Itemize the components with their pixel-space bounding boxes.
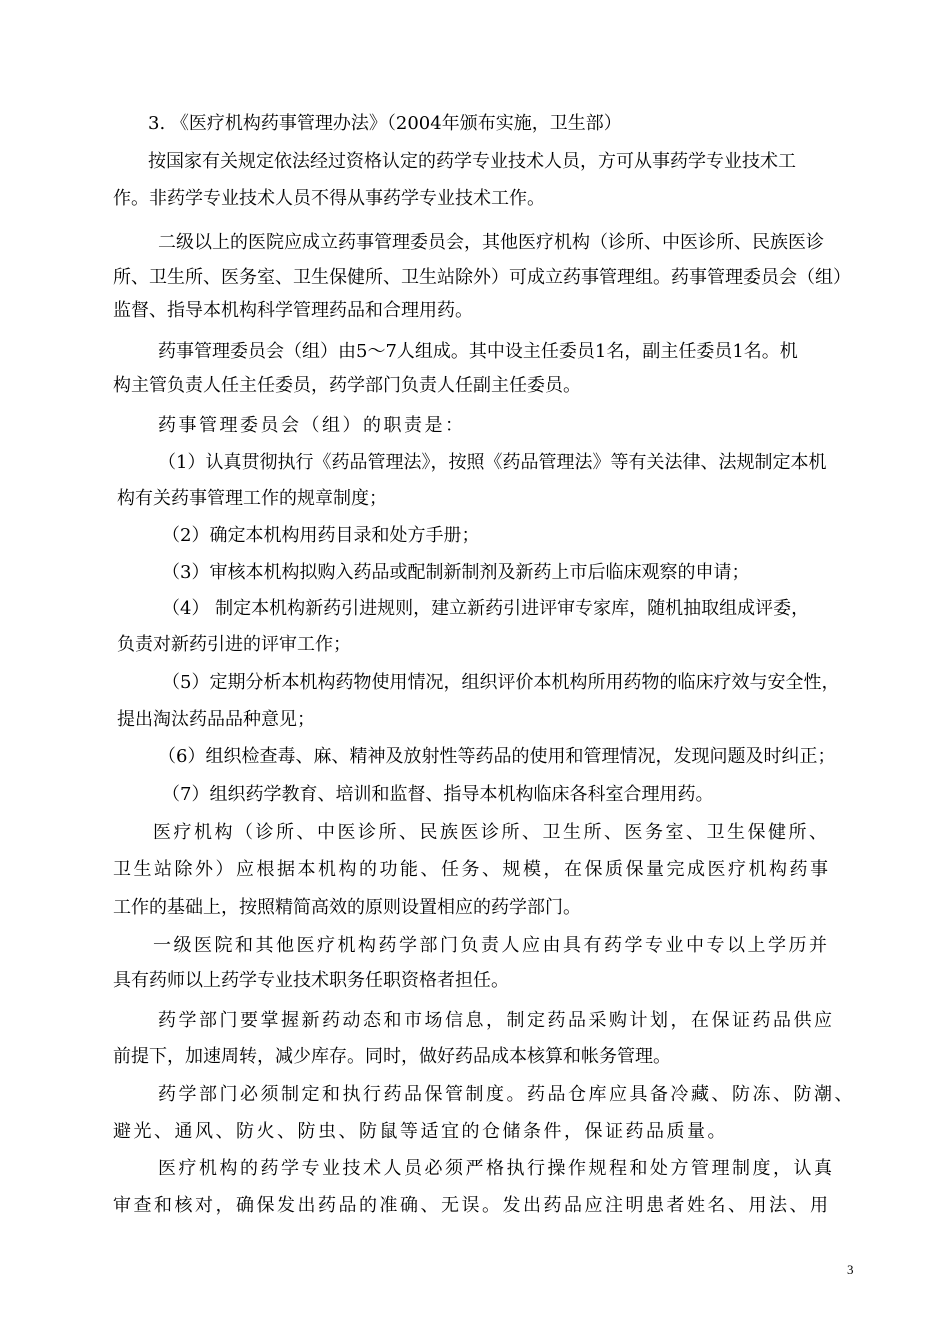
text-line: 卫生站除外）应根据本机构的功能、任务、规模，在保质保量完成医疗机构药事 [113,859,831,880]
page-number: 3 [847,1262,854,1277]
list-item-3: （3）审核本机构拟购入药品或配制新制剂及新药上市后临床观察的申请； [162,562,750,583]
list-item-1: （1）认真贯彻执行《药品管理法》，按照《药品管理法》等有关法律、法规制定本机 [158,452,827,473]
text-line: 审查和核对，确保发出药品的准确、无误。发出药品应注明患者姓名、用法、用 [113,1195,831,1216]
list-item-4: （4） 制定本机构新药引进规则，建立新药引进评审专家库，随机抽取组成评委， [162,598,810,619]
text-line: 前提下，加速周转，减少库存。同时，做好药品成本核算和帐务管理。 [113,1046,671,1067]
text-line: 药事管理委员会（组）由5～7人组成。其中设主任委员1名，副主任委员1名。机 [158,341,798,362]
list-item-7: （7）组织药学教育、培训和监督、指导本机构临床各科室合理用药。 [162,784,714,805]
text-line: 监督、指导本机构科学管理药品和合理用药。 [113,300,473,321]
text-line: 工作的基础上，按照精简高效的原则设置相应的药学部门。 [113,897,581,918]
text-line: 避光、通风、防火、防虫、防鼠等适宜的仓储条件，保证药品质量。 [113,1121,728,1142]
text-line: 作。非药学专业技术人员不得从事药学专业技术工作。 [113,188,545,209]
text-line: 构主管负责人任主任委员，药学部门负责人任副主任委员。 [113,375,581,396]
text-line: 医疗机构（诊所、中医诊所、民族医诊所、卫生所、医务室、卫生保健所、 [153,822,830,843]
text-line: 按国家有关规定依法经过资格认定的药学专业技术人员，方可从事药学专业技术工 [148,151,796,172]
text-line: 具有药师以上药学专业技术职务任职资格者担任。 [113,970,509,991]
list-item-5: （5）定期分析本机构药物使用情况，组织评价本机构所用药物的临床疗效与安全性， [162,672,840,693]
text-line: 药学部门要掌握新药动态和市场信息，制定药品采购计划，在保证药品供应 [158,1010,835,1031]
text-line: 所、卫生所、医务室、卫生保健所、卫生站除外）可成立药事管理组。药事管理委员会（组） [113,267,851,288]
text-line: 提出淘汰药品品种意见； [117,709,315,730]
text-line: 构有关药事管理工作的规章制度； [117,488,387,509]
text-line: 一级医院和其他医疗机构药学部门负责人应由具有药学专业中专以上学历并 [153,935,830,956]
text-line: 医疗机构的药学专业技术人员必须严格执行操作规程和处方管理制度，认真 [158,1158,835,1179]
section-heading: 3. 《医疗机构药事管理办法》（2004年颁布实施，卫生部） [148,113,622,134]
list-item-6: （6）组织检查毒、麻、精神及放射性等药品的使用和管理情况，发现问题及时纠正； [158,746,836,767]
list-item-2: （2）确定本机构用药目录和处方手册； [162,525,480,546]
text-line: 负责对新药引进的评审工作； [117,634,351,655]
text-line: 药事管理委员会（组）的职责是： [158,415,466,436]
text-line: 二级以上的医院应成立药事管理委员会，其他医疗机构（诊所、中医诊所、民族医诊 [158,232,824,253]
text-line: 药学部门必须制定和执行药品保管制度。药品仓库应具备冷藏、防冻、防潮、 [158,1084,855,1105]
